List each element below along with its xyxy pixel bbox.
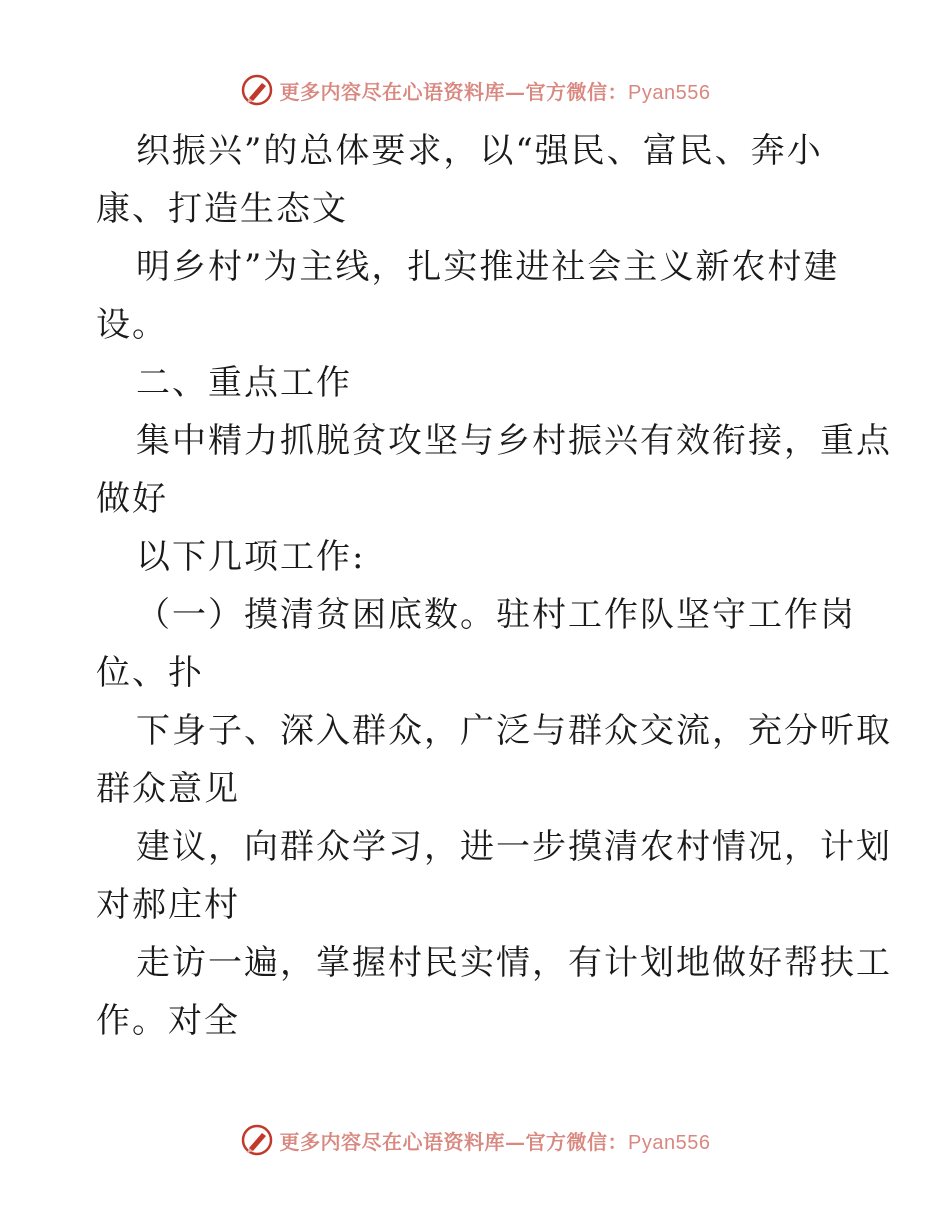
text-line: 以下几项工作: — [136, 537, 366, 577]
text-line: 做好 — [96, 479, 168, 519]
watermark-text: 更多内容尽在心语资料库—官方微信：Pyan556 — [279, 1129, 711, 1154]
text-line: 对郝庄村 — [96, 885, 240, 925]
text-line: 建议，向群众学习，进一步摸清农村情况，计划 — [136, 827, 892, 867]
text-line: （一）摸清贫困底数。驻村工作队坚守工作岗 — [136, 595, 856, 635]
text-line: 位、扑 — [96, 653, 204, 693]
text-line: 康、打造生态文 — [96, 189, 348, 229]
header-watermark — [0, 70, 950, 110]
text-line: 作。对全 — [96, 1001, 240, 1041]
text-line: 下身子、深入群众，广泛与群众交流，充分听取 — [136, 711, 892, 751]
text-line: 二、重点工作 — [136, 363, 352, 403]
text-line: 走访一遍，掌握村民实情，有计划地做好帮扶工 — [136, 943, 892, 983]
document-body — [96, 122, 892, 1050]
text-line: 群众意见 — [96, 769, 240, 809]
pen-logo-icon — [240, 73, 274, 107]
pen-logo-icon — [240, 1123, 274, 1157]
text-line: 明乡村”为主线，扎实推进社会主义新农村建 — [136, 247, 840, 287]
text-line: 设。 — [96, 305, 168, 345]
watermark-text: 更多内容尽在心语资料库—官方微信：Pyan556 — [279, 79, 711, 104]
text-line: 集中精力抓脱贫攻坚与乡村振兴有效衔接，重点 — [136, 421, 892, 461]
footer-watermark — [0, 1120, 950, 1160]
text-line: 织振兴”的总体要求，以“强民、富民、奔小 — [136, 131, 823, 171]
